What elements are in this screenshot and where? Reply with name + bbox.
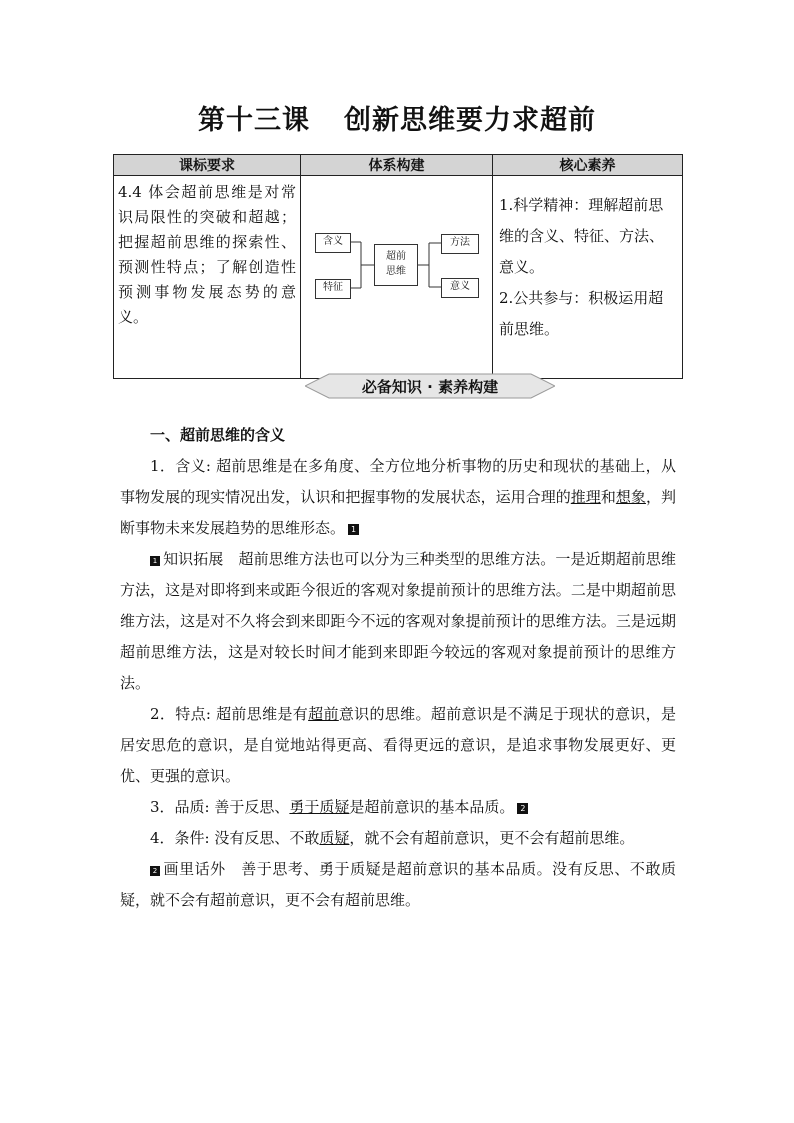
picture-note-label: 画里话外 [163, 860, 226, 878]
node-methods: 方法 [441, 234, 479, 254]
section-heading: 一、超前思维的含义 [150, 426, 286, 444]
note-badge-2: 2 [517, 803, 528, 814]
requirement-cell: 4.4 体会超前思维是对常识局限性的突破和超越；把握超前思维的探索性、预测性特点；了解创造性预测事物发展态势的意义。 [114, 176, 301, 379]
note-badge-1: 1 [348, 524, 359, 535]
extension-badge-1: 1 [150, 556, 160, 566]
header-system: 体系构建 [301, 155, 493, 176]
lesson-topic: 创新思维要力求超前 [344, 105, 596, 136]
node-features: 特征 [315, 279, 351, 299]
header-requirement: 课标要求 [114, 155, 301, 176]
extension-label: 知识拓展 [163, 550, 224, 568]
para-features: 2．特点: 超前思维是有超前意识的思维。超前意识是不满足于现状的意识，是居安思危的意识，是自觉地站得更高、看得更远的意识，是追求事物发展更好、更优、更强的意识。 [120, 705, 676, 785]
header-literacy: 核心素养 [493, 155, 683, 176]
literacy-cell: 1.科学精神：理解超前思维的含义、特征、方法、意义。 2.公共参与：积极运用超前思维。 [493, 176, 683, 379]
lesson-title [0, 98, 794, 137]
system-diagram-cell [301, 176, 493, 379]
node-significance: 意义 [441, 278, 479, 298]
knowledge-extension: 1 知识拓展 超前思维方法也可以分为三种类型的思维方法。一是近期超前思维方法，这是对即将到来或距今很近的客观对象提前预计的思维方法。二是中期超前思维方法，这是对不久将会到来即距今不远的客观对象提前预计的思维方法。三是远期超前思维方法，这是对较长时间才能到来即距今较远的客观对象提前预计的思维方法。 [120, 550, 676, 692]
node-meaning: 含义 [315, 233, 351, 253]
para-quality: 3．品质: 善于反思、勇于质疑是超前意识的基本品质。 2 [120, 792, 676, 823]
curriculum-table [113, 154, 683, 379]
picture-note: 2 画里话外 善于思考、勇于质疑是超前意识的基本品质。没有反思、不敢质疑，就不会有超前意识，更不会有超前思维。 [120, 860, 676, 909]
lesson-number: 第十三课 [198, 105, 310, 136]
extension-badge-2: 2 [150, 866, 160, 876]
para-conditions: 4．条件: 没有反思、不敢质疑，就不会有超前意识，更不会有超前思维。 [150, 829, 635, 847]
content-body [120, 420, 676, 916]
banner-title: 必备知识 · 素养构建 [361, 378, 499, 396]
node-advanced-thinking: 超前 思维 [374, 244, 418, 286]
para-meaning: 1．含义: 超前思维是在多角度、全方位地分析事物的历史和现状的基础上，从事物发展的现实情况出发，认识和把握事物的发展状态，运用合理的推理和想象，判断事物未来发展趋势的思维形态。 1 [120, 457, 676, 537]
